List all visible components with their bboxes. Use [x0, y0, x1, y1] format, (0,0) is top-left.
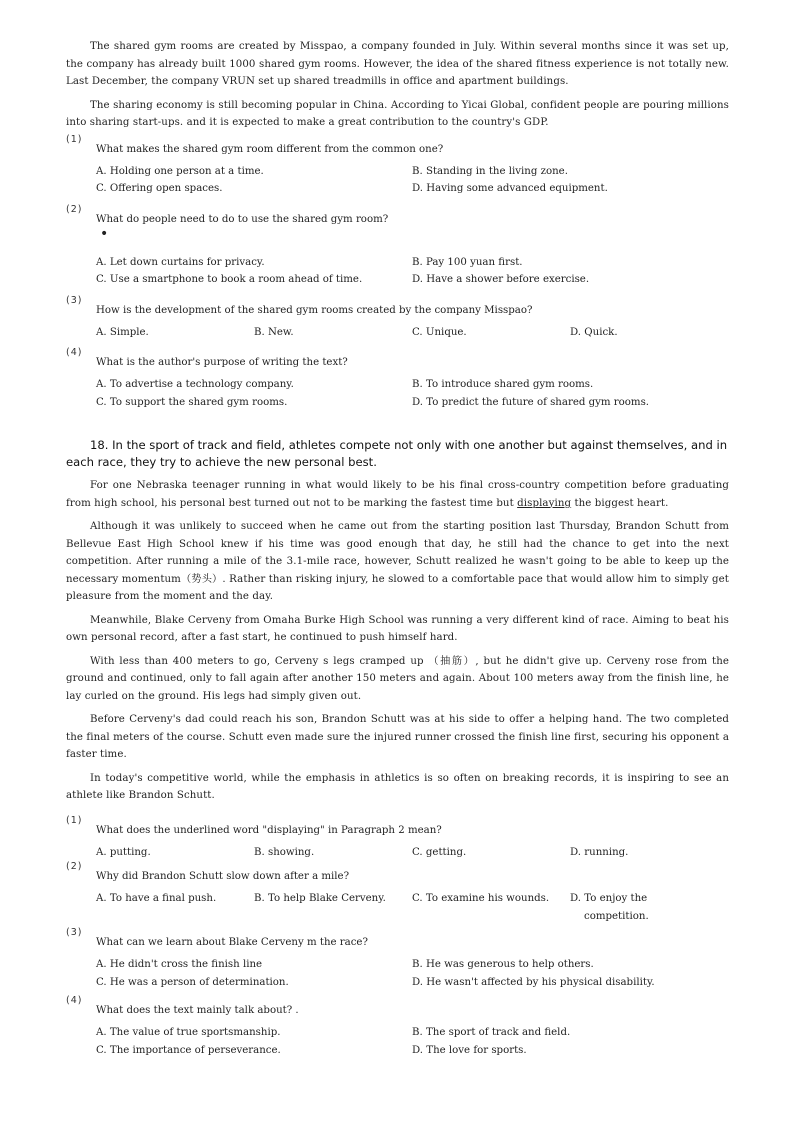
question-text: What does the underlined word "displaying" in Paragraph 2 mean?: [96, 824, 442, 836]
passage2-paragraph-4: With less than 400 meters to go, Cerveny s legs cramped up （抽筋）, but he didn't give up. Cerveny rose from the ground and continued, only to fall again after another 150 meters and again. About 100 meters away from the finish line, he lay curled on the ground. His legs had simply given out.: [66, 655, 729, 702]
option-d-continued: competition.: [584, 910, 649, 922]
passage2-paragraph-3: Meanwhile, Blake Cerveny from Omaha Burke High School was running a very different kind of race. Aiming to beat his own personal record, after a fast start, he continued to push himself hard.: [66, 614, 729, 643]
option-d[interactable]: D. To enjoy the: [570, 893, 648, 904]
passage1-paragraph-2: The sharing economy is still becoming popular in China. According to Yicai Global, confident people are pouring millions into sharing start-ups. and it is expected to make a great contribution to the country's GDP.: [66, 99, 729, 128]
options-1-3: [96, 324, 729, 342]
option-d[interactable]: D. The love for sports.: [412, 1044, 527, 1056]
option-c[interactable]: C. He was a person of determination.: [96, 976, 289, 988]
option-c[interactable]: C. Use a smartphone to book a room ahead of time.: [96, 274, 363, 285]
question-text: What can we learn about Blake Cerveny m the race?: [96, 937, 368, 948]
option-b[interactable]: B. He was generous to help others.: [412, 959, 594, 970]
option-d[interactable]: D. Having some advanced equipment.: [412, 183, 608, 194]
question-1-3: [66, 294, 729, 318]
option-c[interactable]: C. Offering open spaces.: [96, 183, 223, 194]
options-1-1: [96, 163, 729, 198]
option-c[interactable]: C. To support the shared gym rooms.: [96, 396, 288, 408]
option-d[interactable]: D. Quick.: [570, 326, 618, 338]
question-number: (4): [66, 995, 83, 1006]
passage1-paragraph-1: The shared gym rooms are created by Misspao, a company founded in July. Within several months since it was set up, the company has already built 1000 shared gym rooms. However, the idea of the shared fitness experience is not totally new. Last December, the company VRUN set up shared treadmills in office and apartment buildings.: [66, 41, 729, 87]
option-a[interactable]: A. Simple.: [96, 326, 149, 338]
option-c[interactable]: C. Unique.: [412, 326, 467, 338]
option-c[interactable]: C. getting.: [412, 846, 467, 858]
question-2-4: [66, 995, 729, 1018]
question-number: (3): [66, 927, 83, 938]
question-dot: •: [100, 225, 109, 242]
options-2-3: [96, 956, 729, 991]
option-b[interactable]: B. New.: [254, 326, 294, 338]
question-number: (1): [66, 133, 83, 145]
options-2-1: [96, 844, 729, 862]
option-d[interactable]: D. running.: [570, 846, 629, 858]
options-2-2: [96, 890, 729, 925]
option-b[interactable]: B. The sport of track and field.: [412, 1027, 571, 1038]
option-a[interactable]: A. Holding one person at a time.: [96, 165, 264, 177]
options-2-4: [96, 1024, 729, 1059]
question-number: (4): [66, 347, 83, 358]
question-1-4: [66, 347, 729, 370]
option-b[interactable]: B. Standing in the living zone.: [412, 165, 568, 177]
option-d[interactable]: D. To predict the future of shared gym rooms.: [412, 396, 650, 408]
option-b[interactable]: B. showing.: [254, 846, 315, 858]
passage2-paragraph-2: Although it was unlikely to succeed when he came out from the starting position last Thursday, Brandon Schutt from Bellevue East High School knew if his time was good enough that day, he still had the chance to get into the next competition. After running a mile of the 3.1-mile race, however, Schutt realized he wasn't going to be able to keep up the necessary momentum（势头）. Rather than risking injury, he slowed to a comfortable pace that would allow him to simply get pleasure from the moment and the day.: [66, 521, 729, 602]
option-b[interactable]: B. To introduce shared gym rooms.: [412, 379, 594, 390]
question-text: Why did Brandon Schutt slow down after a mile?: [96, 871, 350, 882]
passage2-paragraph-5: Before Cerveny's dad could reach his son, Brandon Schutt was at his side to offer a helping hand. The two completed the final meters of the course. Schutt even made sure the injured runner crossed the finish line first, securing his opponent a faster time.: [66, 714, 729, 760]
option-a[interactable]: A. To advertise a technology company.: [96, 379, 294, 390]
underlined-word: displaying: [517, 497, 572, 509]
option-b[interactable]: B. Pay 100 yuan first.: [412, 256, 523, 268]
option-a[interactable]: A. putting.: [96, 846, 151, 858]
question-1-1: [66, 133, 729, 157]
question-number: (1): [66, 814, 83, 826]
option-b[interactable]: B. To help Blake Cerveny.: [254, 893, 386, 904]
option-a[interactable]: A. The value of true sportsmanship.: [96, 1027, 281, 1038]
question-number: (3): [66, 294, 83, 306]
question-2-1: [66, 814, 729, 838]
options-1-2: [96, 254, 729, 289]
option-c[interactable]: C. To examine his wounds.: [412, 893, 550, 904]
question-text: What is the author's purpose of writing the text?: [96, 357, 348, 368]
question-number: (2): [66, 203, 83, 215]
question-1-2: [66, 203, 729, 227]
option-c[interactable]: C. The importance of perseverance.: [96, 1044, 281, 1056]
option-a[interactable]: A. He didn't cross the finish line: [96, 959, 263, 970]
passage2-paragraph-6: In today's competitive world, while the emphasis in athletics is so often on breaking records, it is inspiring to see an athlete like Brandon Schutt.: [66, 772, 729, 801]
question-text: What does the text mainly talk about? .: [96, 1005, 299, 1016]
option-a[interactable]: A. Let down curtains for privacy.: [96, 256, 265, 268]
option-d[interactable]: D. He wasn't affected by his physical disability.: [412, 976, 655, 988]
option-d[interactable]: D. Have a shower before exercise.: [412, 274, 590, 285]
passage2-paragraph-1: For one Nebraska teenager running in what would likely to be his final cross-country competition before graduating from high school, his personal best turned out not to be marking the fastest time but displaying the biggest heart.: [66, 480, 729, 509]
option-a[interactable]: A. To have a final push.: [96, 893, 217, 904]
options-1-4: [96, 376, 729, 411]
question-number: (2): [66, 861, 83, 872]
question-2-2: [66, 861, 729, 884]
question-text: How is the development of the shared gym rooms created by the company Misspao?: [96, 304, 533, 316]
question-text: What do people need to do to use the shared gym room?: [96, 213, 389, 225]
passage2-heading: 18. In the sport of track and field, athletes compete not only with one another but against themselves, and in each race, they try to achieve the new personal best.: [66, 438, 728, 469]
question-text: What makes the shared gym room different from the common one?: [96, 143, 444, 155]
document-page: [66, 38, 729, 1059]
question-2-3: [66, 927, 729, 950]
